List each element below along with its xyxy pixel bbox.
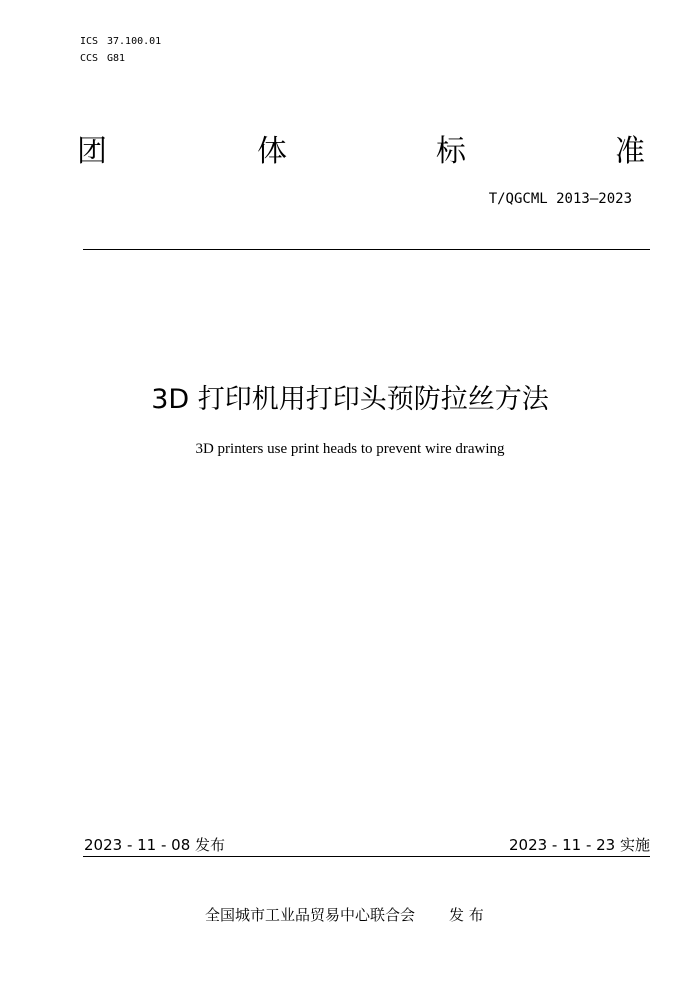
publisher-name: 全国城市工业品贸易中心联合会 xyxy=(205,906,416,924)
document-title-english: 3D printers use print heads to prevent wire drawing xyxy=(195,441,505,457)
header-char-3: 标 xyxy=(436,134,466,169)
footer-divider xyxy=(83,856,650,857)
ccs-value: G81 xyxy=(107,53,126,64)
standard-code: T/QGCML 2013—2023 xyxy=(488,191,632,207)
header-divider xyxy=(83,249,650,250)
implement-date: 2023 - 11 - 23 实施 xyxy=(508,836,650,854)
ccs-row xyxy=(80,52,161,69)
ics-label: ICS xyxy=(80,36,99,47)
publisher-line xyxy=(205,904,484,925)
header-char-1: 团 xyxy=(77,134,107,169)
document-title-chinese: 3D 打印机用打印头预防拉丝方法 xyxy=(151,384,549,415)
ics-value: 37.100.01 xyxy=(107,36,162,47)
header-char-2: 体 xyxy=(257,134,287,169)
ics-row xyxy=(80,35,161,52)
publish-date: 2023 - 11 - 08 发布 xyxy=(84,836,226,854)
header-char-4: 准 xyxy=(615,134,645,169)
publisher-action: 发 布 xyxy=(449,906,484,924)
classification-block xyxy=(80,35,161,69)
ccs-label: CCS xyxy=(80,53,99,64)
